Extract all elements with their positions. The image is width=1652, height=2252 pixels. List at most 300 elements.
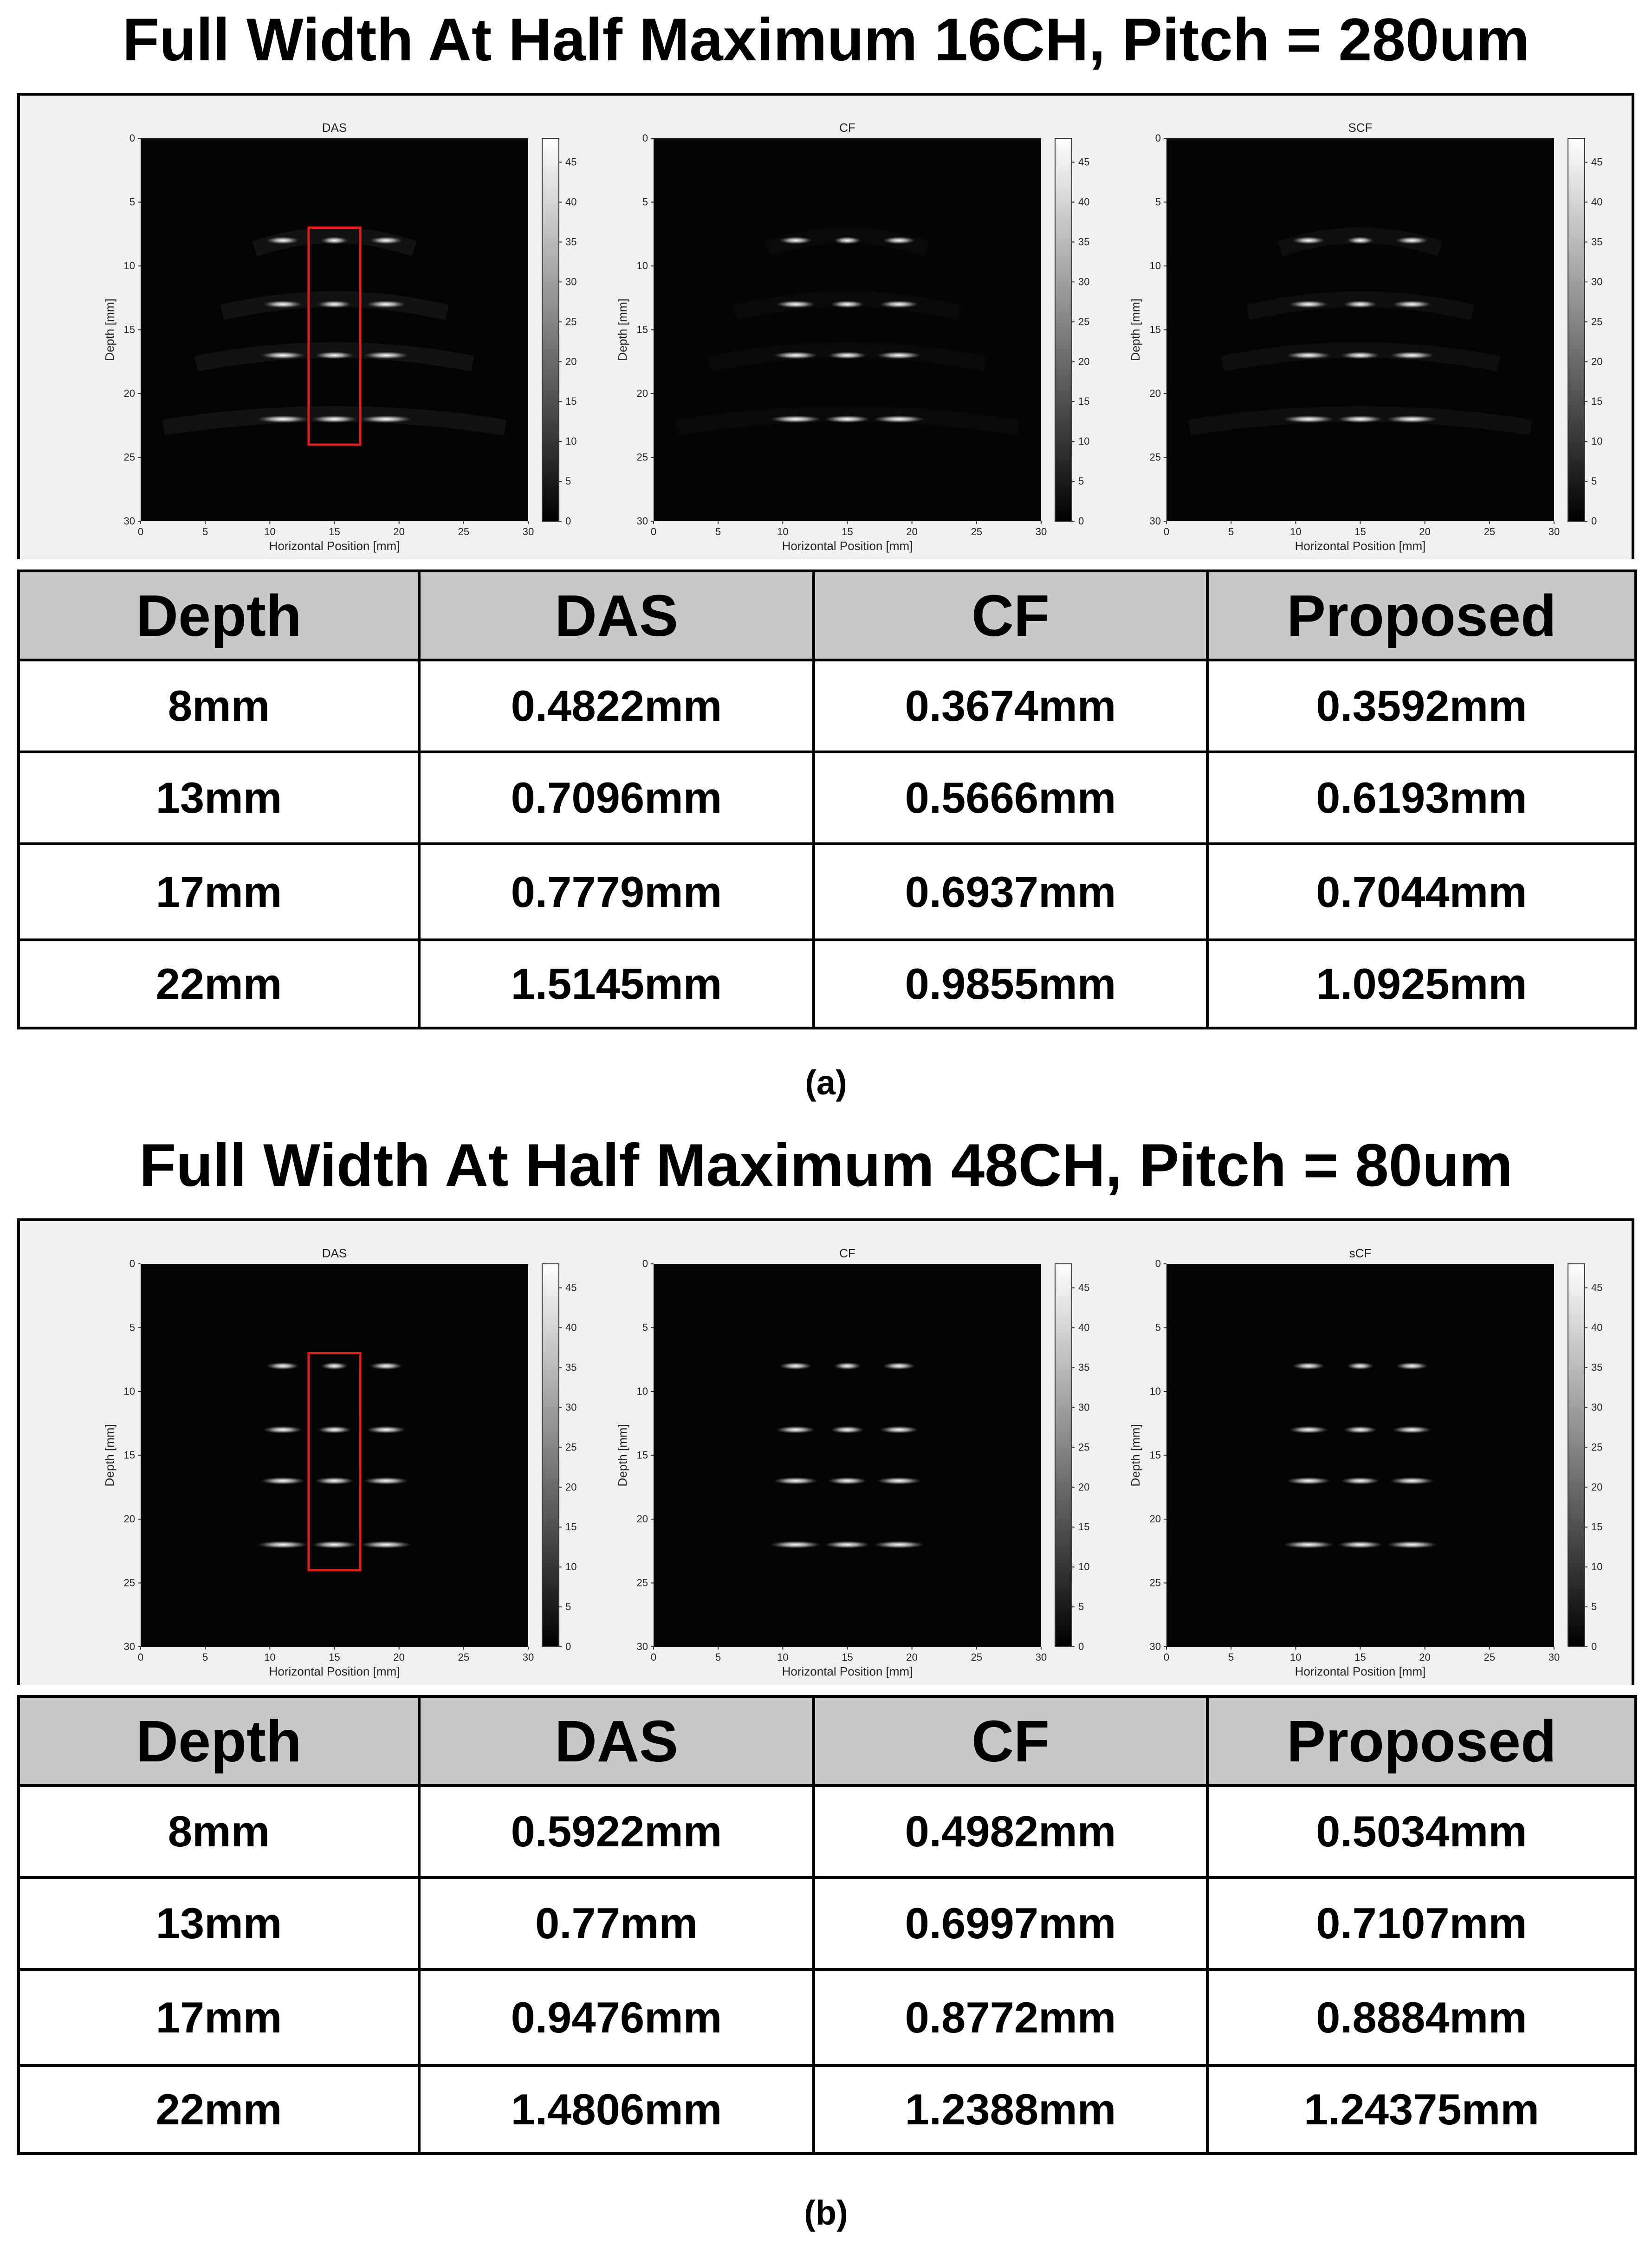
figure-b-fwhm-table	[17, 1695, 1637, 2155]
point-target	[1386, 415, 1438, 423]
figure-b-image-panel	[17, 1218, 1634, 1685]
y-tick-label: 10	[636, 1385, 648, 1397]
cell-cf: 0.9855mm	[814, 940, 1207, 1028]
point-target	[1292, 1362, 1325, 1370]
y-tick-label: 30	[1149, 1641, 1161, 1652]
x-axis-label: Horizontal Position [mm]	[782, 1664, 913, 1678]
colorbar-tick-label: 30	[1078, 1401, 1090, 1413]
table-row	[19, 660, 1636, 752]
colorbar-tick-label: 35	[565, 236, 577, 248]
cell-cf: 0.3674mm	[814, 660, 1207, 752]
x-axis-label: Horizontal Position [mm]	[1295, 1664, 1426, 1678]
point-target	[1347, 237, 1373, 244]
x-axis-label: Horizontal Position [mm]	[1295, 539, 1426, 553]
point-target	[260, 352, 305, 359]
point-target	[834, 1362, 861, 1370]
panel-title: CF	[839, 121, 855, 135]
x-tick-label: 10	[264, 526, 276, 537]
point-target	[1390, 1477, 1434, 1485]
colorbar-tick-label: 20	[1078, 1481, 1090, 1493]
point-target	[1386, 1541, 1438, 1548]
figure-b-bmode-images	[20, 1221, 1637, 1688]
x-tick-label: 0	[650, 526, 657, 537]
cell-depth: 17mm	[19, 1969, 419, 2065]
y-tick-label: 10	[123, 260, 135, 272]
colorbar-tick-label: 30	[1591, 276, 1603, 288]
cell-depth: 22mm	[19, 2065, 419, 2154]
header-depth: Depth	[19, 571, 419, 660]
point-target	[1343, 301, 1377, 308]
x-tick-label: 0	[137, 1651, 144, 1663]
y-axis-label: Depth [mm]	[615, 1424, 629, 1487]
colorbar-tick-label: 5	[1591, 1601, 1597, 1613]
colorbar-tick-label: 30	[1078, 276, 1090, 288]
point-target	[828, 1477, 867, 1485]
x-tick-label: 20	[1419, 526, 1431, 537]
figure-b-caption: (b)	[804, 2194, 848, 2232]
x-tick-label: 10	[777, 1651, 789, 1663]
colorbar-tick-label: 25	[1591, 316, 1603, 328]
bmode-panel-cf	[615, 121, 1089, 553]
x-axis-label: Horizontal Position [mm]	[782, 539, 913, 553]
table-row	[19, 752, 1636, 844]
image-area	[1166, 1264, 1554, 1647]
colorbar-tick-label: 35	[1078, 236, 1090, 248]
point-target	[317, 301, 351, 308]
x-axis-label: Horizontal Position [mm]	[269, 1664, 400, 1678]
y-tick-label: 5	[642, 1321, 648, 1333]
x-tick-label: 0	[137, 526, 144, 537]
point-target	[776, 1426, 815, 1434]
colorbar-tick-label: 15	[565, 1521, 577, 1533]
cell-das: 1.5145mm	[419, 940, 814, 1028]
figure-a-caption: (a)	[805, 1063, 847, 1102]
x-tick-label: 15	[842, 1651, 853, 1663]
y-tick-label: 0	[129, 132, 135, 144]
cell-cf: 1.2388mm	[814, 2065, 1207, 2154]
y-tick-label: 25	[1149, 1577, 1161, 1589]
x-tick-label: 30	[522, 1651, 534, 1663]
cell-depth: 8mm	[19, 1786, 419, 1877]
x-tick-label: 0	[1163, 526, 1170, 537]
x-tick-label: 20	[1419, 1651, 1431, 1663]
x-tick-label: 5	[1228, 1651, 1234, 1663]
y-tick-label: 25	[1149, 451, 1161, 463]
point-target	[370, 237, 402, 244]
colorbar-tick-label: 35	[565, 1361, 577, 1373]
point-target	[1396, 1362, 1428, 1370]
point-target	[1283, 415, 1334, 423]
y-tick-label: 5	[129, 196, 135, 208]
cell-cf: 0.5666mm	[814, 752, 1207, 844]
colorbar	[1568, 138, 1585, 521]
colorbar-tick-label: 45	[1078, 1281, 1090, 1294]
bmode-panel-das	[103, 121, 577, 553]
point-target	[779, 237, 812, 244]
colorbar-tick-label: 5	[1591, 475, 1597, 487]
y-tick-label: 15	[636, 1449, 648, 1461]
y-tick-label: 15	[1149, 1449, 1161, 1461]
figure-a-image-panel	[17, 93, 1634, 559]
x-tick-label: 0	[650, 1651, 657, 1663]
y-tick-label: 15	[636, 324, 648, 336]
bmode-panel-scf	[1128, 1246, 1602, 1678]
cell-das: 0.77mm	[419, 1877, 814, 1969]
point-target	[874, 415, 925, 423]
y-tick-label: 0	[1155, 1258, 1161, 1269]
y-tick-label: 30	[636, 1641, 648, 1652]
cell-das: 0.4822mm	[419, 660, 814, 752]
image-area	[141, 138, 528, 521]
y-axis-label: Depth [mm]	[1128, 298, 1142, 361]
point-target	[1390, 352, 1434, 359]
point-target	[1286, 1477, 1331, 1485]
y-tick-label: 15	[123, 324, 135, 336]
table-row	[19, 940, 1636, 1028]
colorbar-tick-label: 45	[1591, 156, 1603, 168]
x-tick-label: 10	[1290, 526, 1302, 537]
x-tick-label: 0	[1163, 1651, 1170, 1663]
colorbar-tick-label: 5	[1078, 475, 1084, 487]
y-axis-label: Depth [mm]	[615, 298, 629, 361]
colorbar-tick-label: 25	[565, 1441, 577, 1453]
colorbar-tick-label: 10	[1078, 1561, 1090, 1573]
x-tick-label: 15	[842, 526, 853, 537]
figure-a-title: Full Width At Half Maximum 16CH, Pitch = 280um	[122, 6, 1530, 73]
y-tick-label: 10	[1149, 260, 1161, 272]
y-tick-label: 25	[123, 1577, 135, 1589]
colorbar-tick-label: 40	[1078, 1321, 1090, 1333]
colorbar-tick-label: 35	[1591, 236, 1603, 248]
y-axis-label: Depth [mm]	[1128, 1424, 1142, 1487]
point-target	[361, 1541, 412, 1548]
x-tick-label: 20	[393, 1651, 405, 1663]
colorbar-tick-label: 40	[1591, 1321, 1603, 1333]
colorbar-tick-label: 0	[1591, 515, 1597, 527]
table-row	[19, 1877, 1636, 1969]
table-header-row	[19, 571, 1636, 660]
y-tick-label: 5	[642, 196, 648, 208]
cell-das: 0.7779mm	[419, 844, 814, 940]
y-tick-label: 20	[636, 1513, 648, 1525]
colorbar-tick-label: 20	[565, 356, 577, 368]
header-cf: CF	[814, 1696, 1207, 1786]
bmode-panel-das	[103, 1246, 577, 1678]
cell-depth: 8mm	[19, 660, 419, 752]
cell-cf: 0.6937mm	[814, 844, 1207, 940]
cell-cf: 0.6997mm	[814, 1877, 1207, 1969]
colorbar-tick-label: 20	[1591, 356, 1603, 368]
colorbar-tick-label: 25	[565, 316, 577, 328]
image-area	[141, 1264, 528, 1647]
x-tick-label: 25	[971, 1651, 983, 1663]
point-target	[1347, 1362, 1373, 1370]
panel-title: sCF	[1349, 1246, 1372, 1260]
colorbar-tick-label: 25	[1078, 316, 1090, 328]
colorbar-tick-label: 0	[565, 515, 571, 527]
y-tick-label: 15	[1149, 324, 1161, 336]
x-tick-label: 15	[329, 1651, 340, 1663]
y-tick-label: 10	[123, 1385, 135, 1397]
point-target	[779, 1362, 812, 1370]
colorbar-tick-label: 10	[1078, 435, 1090, 447]
point-target	[266, 1362, 299, 1370]
bmode-panel-cf	[615, 1246, 1089, 1678]
colorbar-tick-label: 20	[565, 1481, 577, 1493]
panel-title: DAS	[322, 1246, 347, 1260]
x-tick-label: 15	[329, 526, 340, 537]
colorbar-tick-label: 15	[1078, 395, 1090, 408]
point-target	[880, 1426, 919, 1434]
point-target	[883, 1362, 915, 1370]
colorbar-tick-label: 35	[1078, 1361, 1090, 1373]
x-tick-label: 20	[906, 1651, 918, 1663]
cell-depth: 13mm	[19, 1877, 419, 1969]
y-tick-label: 10	[636, 260, 648, 272]
point-target	[880, 301, 919, 308]
x-tick-label: 30	[1035, 1651, 1047, 1663]
cell-das: 0.5922mm	[419, 1786, 814, 1877]
table-row	[19, 844, 1636, 940]
y-tick-label: 30	[636, 515, 648, 527]
point-target	[257, 415, 308, 423]
point-target	[828, 352, 867, 359]
figure-a-bmode-images	[20, 96, 1637, 562]
y-tick-label: 5	[129, 1321, 135, 1333]
colorbar-tick-label: 0	[1591, 1641, 1597, 1652]
point-target	[1289, 301, 1328, 308]
x-axis-label: Horizontal Position [mm]	[269, 539, 400, 553]
y-tick-label: 0	[129, 1258, 135, 1269]
point-target	[830, 1426, 864, 1434]
colorbar-tick-label: 30	[565, 276, 577, 288]
cell-proposed: 0.6193mm	[1207, 752, 1636, 844]
colorbar	[1568, 1264, 1585, 1647]
x-tick-label: 10	[1290, 1651, 1302, 1663]
colorbar-tick-label: 40	[1078, 196, 1090, 208]
point-target	[834, 237, 861, 244]
y-tick-label: 30	[123, 515, 135, 527]
x-tick-label: 15	[1354, 526, 1366, 537]
bmode-panel-scf	[1128, 121, 1602, 553]
x-tick-label: 20	[393, 526, 405, 537]
point-target	[1343, 1426, 1377, 1434]
cell-depth: 13mm	[19, 752, 419, 844]
colorbar-tick-label: 25	[1078, 1441, 1090, 1453]
point-target	[773, 352, 818, 359]
colorbar-tick-label: 15	[1078, 1521, 1090, 1533]
cell-cf: 0.8772mm	[814, 1969, 1207, 2065]
colorbar-tick-label: 40	[1591, 196, 1603, 208]
point-target	[1338, 1541, 1383, 1548]
cell-proposed: 0.7044mm	[1207, 844, 1636, 940]
point-target	[776, 301, 815, 308]
point-target	[315, 1477, 354, 1485]
x-tick-label: 25	[1484, 1651, 1496, 1663]
figure-b-title: Full Width At Half Maximum 48CH, Pitch = 80um	[139, 1131, 1513, 1199]
cell-proposed: 1.24375mm	[1207, 2065, 1636, 2154]
point-target	[1286, 352, 1331, 359]
point-target	[260, 1477, 305, 1485]
y-tick-label: 0	[642, 132, 648, 144]
x-tick-label: 5	[715, 526, 721, 537]
point-target	[1341, 352, 1380, 359]
y-tick-label: 30	[123, 1641, 135, 1652]
cell-proposed: 0.7107mm	[1207, 1877, 1636, 1969]
cell-cf: 0.4982mm	[814, 1786, 1207, 1877]
point-target	[317, 1426, 351, 1434]
point-target	[825, 415, 870, 423]
x-tick-label: 30	[1548, 1651, 1560, 1663]
x-tick-label: 25	[458, 1651, 470, 1663]
colorbar-tick-label: 20	[1078, 356, 1090, 368]
x-tick-label: 15	[1354, 1651, 1366, 1663]
y-axis-label: Depth [mm]	[103, 298, 117, 361]
point-target	[315, 352, 354, 359]
colorbar-tick-label: 5	[565, 475, 571, 487]
point-target	[1393, 301, 1432, 308]
colorbar-tick-label: 40	[565, 196, 577, 208]
header-depth: Depth	[19, 1696, 419, 1786]
y-tick-label: 20	[1149, 388, 1161, 399]
y-tick-label: 25	[123, 451, 135, 463]
colorbar-tick-label: 10	[565, 435, 577, 447]
colorbar-tick-label: 25	[1591, 1441, 1603, 1453]
cell-depth: 17mm	[19, 844, 419, 940]
cell-proposed: 1.0925mm	[1207, 940, 1636, 1028]
table-row	[19, 1786, 1636, 1877]
header-cf: CF	[814, 571, 1207, 660]
y-tick-label: 20	[123, 388, 135, 399]
cell-depth: 22mm	[19, 940, 419, 1028]
x-tick-label: 30	[522, 526, 534, 537]
panel-title: DAS	[322, 121, 347, 135]
colorbar-tick-label: 45	[565, 156, 577, 168]
point-target	[1283, 1541, 1334, 1548]
header-das: DAS	[419, 1696, 814, 1786]
cell-proposed: 0.3592mm	[1207, 660, 1636, 752]
x-tick-label: 10	[264, 1651, 276, 1663]
x-tick-label: 5	[202, 1651, 208, 1663]
point-target	[874, 1541, 925, 1548]
x-tick-label: 25	[458, 526, 470, 537]
y-tick-label: 20	[636, 388, 648, 399]
colorbar-tick-label: 15	[1591, 395, 1603, 408]
colorbar-tick-label: 5	[1078, 1601, 1084, 1613]
cell-das: 0.9476mm	[419, 1969, 814, 2065]
point-target	[877, 352, 921, 359]
colorbar-tick-label: 15	[565, 395, 577, 408]
cell-proposed: 0.5034mm	[1207, 1786, 1636, 1877]
x-tick-label: 30	[1548, 526, 1560, 537]
colorbar	[1055, 1264, 1072, 1647]
point-target	[1338, 415, 1383, 423]
point-target	[263, 1426, 302, 1434]
cell-das: 0.7096mm	[419, 752, 814, 844]
point-target	[361, 415, 412, 423]
point-target	[321, 1362, 348, 1370]
x-tick-label: 5	[715, 1651, 721, 1663]
colorbar-tick-label: 10	[565, 1561, 577, 1573]
point-target	[364, 1477, 408, 1485]
x-tick-label: 30	[1035, 526, 1047, 537]
colorbar-tick-label: 15	[1591, 1521, 1603, 1533]
point-target	[1393, 1426, 1432, 1434]
colorbar-tick-label: 45	[1078, 156, 1090, 168]
y-tick-label: 10	[1149, 1385, 1161, 1397]
y-axis-label: Depth [mm]	[103, 1424, 117, 1487]
colorbar-tick-label: 30	[565, 1401, 577, 1413]
y-tick-label: 25	[636, 451, 648, 463]
point-target	[877, 1477, 921, 1485]
x-tick-label: 25	[1484, 526, 1496, 537]
y-tick-label: 5	[1155, 1321, 1161, 1333]
colorbar-tick-label: 20	[1591, 1481, 1603, 1493]
colorbar	[542, 138, 559, 521]
panel-title: CF	[839, 1246, 855, 1260]
colorbar-tick-label: 5	[565, 1601, 571, 1613]
point-target	[312, 1541, 357, 1548]
colorbar-tick-label: 40	[565, 1321, 577, 1333]
point-target	[770, 1541, 821, 1548]
point-target	[266, 237, 299, 244]
point-target	[1396, 237, 1428, 244]
y-tick-label: 30	[1149, 515, 1161, 527]
colorbar-tick-label: 10	[1591, 1561, 1603, 1573]
colorbar-tick-label: 35	[1591, 1361, 1603, 1373]
colorbar-tick-label: 45	[565, 1281, 577, 1294]
point-target	[1289, 1426, 1328, 1434]
point-target	[367, 301, 406, 308]
image-area	[1166, 138, 1554, 521]
point-target	[825, 1541, 870, 1548]
panel-title: SCF	[1348, 121, 1373, 135]
image-area	[654, 138, 1041, 521]
y-tick-label: 15	[123, 1449, 135, 1461]
cell-das: 1.4806mm	[419, 2065, 814, 2154]
point-target	[312, 415, 357, 423]
table-row	[19, 2065, 1636, 2154]
table-header-row	[19, 1696, 1636, 1786]
point-target	[257, 1541, 308, 1548]
point-target	[1341, 1477, 1380, 1485]
colorbar	[1055, 138, 1072, 521]
colorbar	[542, 1264, 559, 1647]
y-tick-label: 20	[123, 1513, 135, 1525]
x-tick-label: 5	[202, 526, 208, 537]
colorbar-tick-label: 30	[1591, 1401, 1603, 1413]
table-row	[19, 1969, 1636, 2065]
colorbar-tick-label: 0	[565, 1641, 571, 1652]
point-target	[770, 415, 821, 423]
point-target	[1292, 237, 1325, 244]
point-target	[830, 301, 864, 308]
point-target	[367, 1426, 406, 1434]
point-target	[370, 1362, 402, 1370]
y-tick-label: 20	[1149, 1513, 1161, 1525]
x-tick-label: 10	[777, 526, 789, 537]
figure-a-fwhm-table	[17, 569, 1637, 1029]
y-tick-label: 5	[1155, 196, 1161, 208]
y-tick-label: 0	[1155, 132, 1161, 144]
point-target	[883, 237, 915, 244]
x-tick-label: 25	[971, 526, 983, 537]
point-target	[263, 301, 302, 308]
colorbar-tick-label: 0	[1078, 1641, 1084, 1652]
x-tick-label: 20	[906, 526, 918, 537]
colorbar-tick-label: 45	[1591, 1281, 1603, 1294]
header-das: DAS	[419, 571, 814, 660]
